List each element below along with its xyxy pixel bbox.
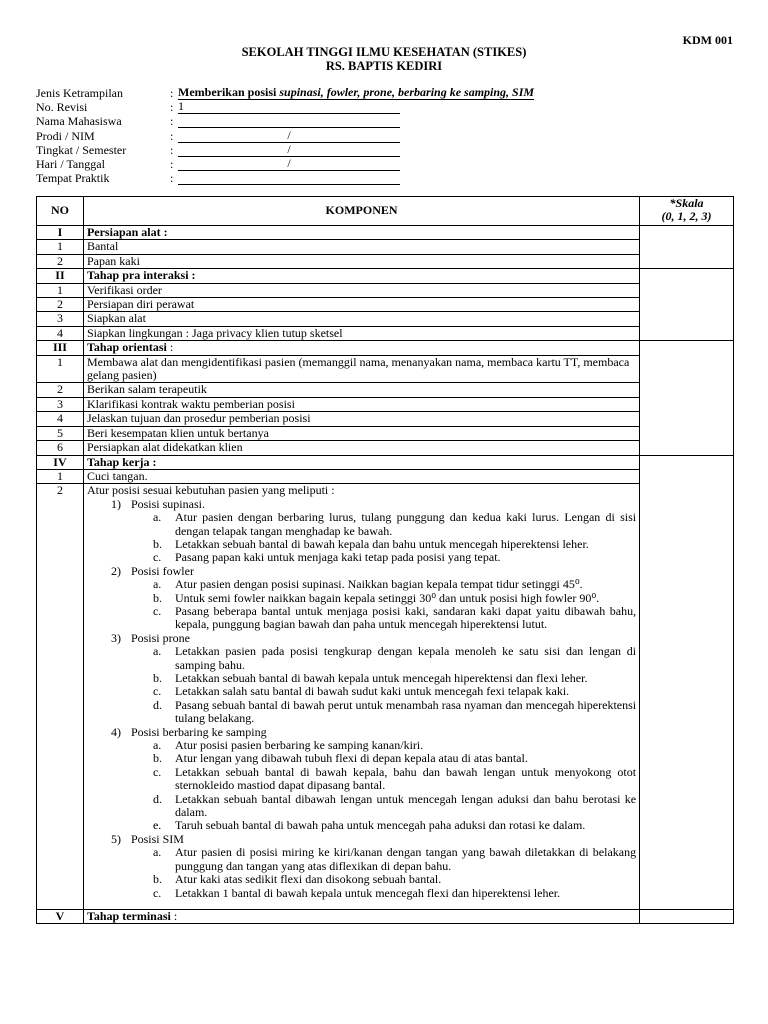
item-letter: b. [152,751,162,766]
item-text: Atur pasien di posisi miring ke kiri/kanan dengan tangan yang bawah diletakkan di belakang punggung dan tangan yang atas diflexikan di depan bahu. [174,845,637,873]
table-row: 3 Siapkan alat [37,312,734,326]
item-letter: a. [152,510,162,525]
meta-row-jenis: Jenis Ketrampilan : Memberikan posisi supinasi, fowler, prone, berbaring ke samping, SIM [36,85,535,100]
meta-fields [36,86,534,185]
item-text: Pasang sebuah bantal di bawah perut untuk menambah rasa nyaman dan mencegah hiperektensi tulang belakang. [174,697,637,726]
meta-label: Nama Mahasiswa [36,114,122,129]
item-letter: b. [152,671,162,685]
group-title: Posisi prone [130,630,190,645]
item-text: Letakkan sebuah bantal dibawah lengan untuk mencegah lengan aduksi dan bahu berotasi ke dalam. [174,791,637,820]
group-item [153,793,636,820]
meta-row-tempat: Tempat Praktik : [36,171,534,185]
table-row-detail: 2 Atur posisi sesuai kebutuhan pasien yang meliputi : 1) Posisi supinasi. a. Atur pasien dengan berbaring lurus, tulang punggung dan kedua kaki lurus. Lengan di sisi dengan telapak tangan menghadap ke bawah. b. Letakkan sebuah bantal di bawah kepala dan bahu untuk mencegah hiperektensi leher. c. Pasang papan kaki untuk menjaga kaki tetap pada posisi yang tepat. 2) Posisi fowler a. Atur pasien dengan posisi supinasi. Naikkan bagian kepala tempat tidur setinggi 45⁰. b. Untuk semi fowler naikkan bagain kepala setinggi 30⁰ dan untuk posisi high fowler 90⁰. c. Pasang beberapa bantal untuk menjaga posisi kaki, sandaran kaki dapat yaitu dibawah bahu, kepala, punggung bagian bawah dan paha untuk mencegah hiperektensi lutut. 3) Posisi prone a. Letakkan pasien pada posisi tengkurap dengan kepala menoleh ke satu sisi dan lengan di samping bahu. b. Letakkan sebuah bantal di bawah kepala untuk mencegah hiperektensi dan flexi leher. c. Letakkan salah satu bantal di bawah sudut kaki untuk mencegah fexi telapak kaki. d. Pasang sebuah bantal di bawah perut untuk menambah rasa nyaman dan mencegah hiperektensi tulang belakang. 4) Posisi berbaring ke samping a. Atur posisi pasien berbaring ke samping kanan/kiri. b. Atur lengan yang dibawah tubuh flexi di depan kepala atau di atas bantal. c. Letakkan sebuah bantal di bawah kepala, bahu dan bawah lengan untuk menyokong otot sternokleido mastiod dapat dipasang bantal. d. Letakkan sebuah bantal dibawah lengan untuk mencegah lengan aduksi dan bahu berotasi ke dalam. e. Taruh sebuah bantal di bawah paha untuk mencegah paha aduksi dan rotasi ke dalam. 5) Posisi SIM a. Atur pasien di posisi miring ke kiri/kanan dengan tangan yang bawah diletakkan di belakang punggung dan tangan yang atas diflexikan di depan bahu. b. Atur kaki atas sedikit flexi dan disokong sebuah bantal. c. Letakkan 1 bantal di bawah kepala untuk mencegah flexi dan hiperektensi leher. [37,484,734,910]
group-item [153,685,636,698]
item-letter: b. [152,590,162,605]
group-item [153,873,636,886]
detail-intro: Atur posisi sesuai kebutuhan pasien yang meliputi : [86,483,335,498]
group-title: Posisi berbaring ke samping [130,724,267,739]
item-text: Letakkan sebuah bantal di bawah kepala, bahu dan bawah lengan untuk menyokong otot sternokleido mastiod dapat dipasang bantal. [174,764,637,793]
group-item [153,752,636,765]
meta-value-nama[interactable] [178,114,400,128]
meta-label: Prodi / NIM [36,128,95,143]
item-letter: b. [152,872,162,887]
table-row: 4 Jelaskan tujuan dan prosedur pemberian posisi [37,412,734,426]
skala-cell[interactable] [640,269,734,341]
item-letter: c. [152,603,162,618]
item-letter: d. [152,697,162,712]
document-code: KDM 001 [682,33,733,47]
group-item [153,739,636,752]
item-letter: a. [152,577,162,592]
table-row: 6 Persiapkan alat didekatkan klien [37,441,734,455]
group-title: Posisi supinasi. [130,496,205,511]
group-item [153,592,636,605]
item-text: Atur pasien dengan berbaring lurus, tulang punggung dan kedua kaki lurus. Lengan di sisi dengan telapak tangan menghadap ke bawah. [174,510,637,538]
group-number: 4) [110,724,121,739]
item-text: Untuk semi fowler naikkan bagain kepala setinggi 30⁰ dan untuk posisi high fowler 90⁰. [174,590,600,605]
meta-value-tempat[interactable] [178,171,400,185]
group-item [153,605,636,632]
item-text: Letakkan pasien pada posisi tengkurap dengan kepala menoleh ke satu sisi dan lengan di samping bahu. [174,644,637,672]
group-item [153,846,636,873]
table-row: 4 Siapkan lingkungan : Jaga privacy klien tutup sketsel [37,326,734,340]
meta-row-hari: Hari / Tanggal : / [36,157,534,171]
group-number: 5) [110,831,121,846]
group-item [153,672,636,685]
position-group [111,726,636,833]
table-row: 2 Berikan salam terapeutik [37,383,734,397]
item-letter: c. [152,764,162,779]
table-row: 3 Klarifikasi kontrak waktu pemberian posisi [37,397,734,411]
item-text: Pasang beberapa bantal untuk menjaga posisi kaki, sandaran kaki dapat yaitu dibawah bahu, kepala, punggung bagian bawah dan paha untuk mencegah hiperektensi lutut. [174,603,637,632]
group-item [153,578,636,591]
group-number: 1) [110,496,121,511]
item-text: Letakkan sebuah bantal di bawah kepala untuk mencegah hiperektensi dan flexi leher. [174,671,588,685]
meta-value-jenis: Memberikan posisi supinasi, fowler, prone, berbaring ke samping, SIM [178,85,535,99]
school-name: SEKOLAH TINGGI ILMU KESEHATAN (STIKES) [241,45,527,59]
meta-label: Hari / Tanggal [36,157,105,172]
col-skala-header: *Skala (0, 1, 2, 3) [640,197,734,226]
item-text: Pasang papan kaki untuk menjaga kaki tetap pada posisi yang tepat. [174,550,501,565]
group-item [153,645,636,672]
table-row: 2 Persiapan diri perawat [37,298,734,312]
meta-value-tingkat[interactable]: / [178,143,400,157]
table-row: 5 Beri kesempatan klien untuk bertanya [37,426,734,440]
col-no-header: NO [37,197,84,226]
table-header [37,197,734,226]
item-text: Taruh sebuah bantal di bawah paha untuk mencegah paha aduksi dan rotasi ke dalam. [174,818,586,833]
group-number: 3) [110,630,121,645]
table-row: 2 Papan kaki [37,254,734,268]
group-item [153,511,636,538]
item-letter: a. [152,644,162,659]
skala-cell[interactable] [640,909,734,923]
item-text: Letakkan salah satu bantal di bawah sudut kaki untuk mencegah fexi telapak kaki. [174,684,570,699]
item-letter: b. [152,536,162,551]
position-group [111,565,636,632]
group-item [153,887,636,900]
item-text: Atur lengan yang dibawah tubuh flexi di depan kepala atau di atas bantal. [174,751,528,766]
meta-row-revisi: No. Revisi : 1 [36,100,534,114]
position-group [111,833,636,900]
group-item [153,538,636,551]
item-text: Letakkan 1 bantal di bawah kepala untuk mencegah flexi dan hiperektensi leher. [174,885,561,900]
meta-label: Jenis Ketrampilan [36,86,123,100]
item-text: Atur pasien dengan posisi supinasi. Naikkan bagian kepala tempat tidur setinggi 45⁰. [174,577,583,592]
col-komponen-header: KOMPONEN [83,197,639,226]
skala-cell[interactable] [640,226,734,269]
section-row: IV Tahap kerja : [37,455,734,469]
group-item [153,699,636,726]
section-row: I Persiapan alat : [37,226,734,240]
item-letter: c. [152,684,162,699]
meta-label: Tempat Praktik [36,171,110,186]
item-text: Atur posisi pasien berbaring ke samping kanan/kiri. [174,738,424,753]
item-letter: c. [152,550,162,565]
group-title: Posisi fowler [130,563,194,578]
section-row: V Tahap terminasi : [37,909,734,923]
group-item [153,766,636,793]
position-groups [87,498,636,900]
group-item [153,551,636,564]
hospital-name: RS. BAPTIS KEDIRI [325,59,443,73]
item-letter: a. [152,845,162,860]
meta-row-nama: Nama Mahasiswa : [36,114,534,128]
meta-label: Tingkat / Semester [36,142,127,157]
meta-value-prodi[interactable]: / [178,129,400,143]
table-row: 1 Verifikasi order [37,283,734,297]
group-number: 2) [110,563,121,578]
item-text: Atur kaki atas sedikit flexi dan disokong sebuah bantal. [174,872,442,887]
meta-label: No. Revisi [36,100,88,115]
item-letter: d. [152,791,162,806]
section-row: II Tahap pra interaksi : [37,269,734,283]
item-letter: a. [152,738,162,753]
position-group [111,632,636,726]
skala-cell[interactable] [640,455,734,909]
group-item [153,819,636,832]
checklist-table [36,196,734,924]
table-row: 1 Cuci tangan. [37,469,734,483]
skala-cell[interactable] [640,341,734,455]
meta-value-revisi: 1 [178,100,400,114]
item-letter: e. [152,818,162,833]
table-row: 1 Bantal [37,240,734,254]
table-row: 1 Membawa alat dan mengidentifikasi pasien (memanggil nama, menanyakan nama, membaca kartu TT, membaca gelang pasien) [37,355,734,383]
position-group [111,498,636,565]
meta-row-prodi: Prodi / NIM : / [36,129,534,143]
group-title: Posisi SIM [130,831,184,846]
meta-value-hari[interactable]: / [178,157,400,171]
item-text: Letakkan sebuah bantal di bawah kepala dan bahu untuk mencegah hiperektensi leher. [174,536,589,551]
item-letter: c. [152,885,162,900]
meta-row-tingkat: Tingkat / Semester : / [36,143,534,157]
section-row: III Tahap orientasi : [37,341,734,355]
